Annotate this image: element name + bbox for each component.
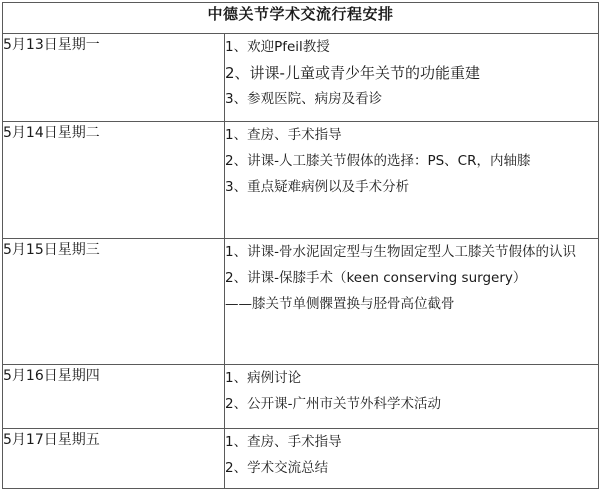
table-row [3, 429, 599, 489]
list-item: 3、重点疑难病例以及手术分析 [225, 179, 410, 195]
list-item: 2、讲课-保膝手术（keen conserving surgery） [225, 270, 527, 286]
list-item: 1、病例讨论 [225, 370, 302, 386]
list-item: 2、公开课-广州市关节外科学术活动 [225, 396, 441, 412]
items-cell [225, 429, 599, 489]
list-item: ——膝关节单侧髁置换与胫骨高位截骨 [225, 296, 455, 312]
list-item: 2、学术交流总结 [225, 460, 329, 476]
table-title: 中德关节学术交流行程安排 [3, 3, 599, 34]
table-row [3, 34, 599, 122]
schedule-table [2, 2, 599, 489]
items-cell [225, 239, 599, 365]
items-cell [225, 34, 599, 122]
date-cell: 5月16日星期四 [3, 365, 225, 429]
list-item: 1、欢迎Pfeil教授 [225, 39, 330, 55]
date-cell: 5月15日星期三 [3, 239, 225, 365]
list-item: 1、查房、手术指导 [225, 127, 342, 143]
list-item: 1、讲课-骨水泥固定型与生物固定型人工膝关节假体的认识 [225, 244, 576, 260]
table-row [3, 365, 599, 429]
list-item: 2、讲课-人工膝关节假体的选择：PS、CR，内轴膝 [225, 153, 531, 169]
items-cell [225, 122, 599, 239]
list-item: 1、查房、手术指导 [225, 434, 342, 450]
date-cell: 5月13日星期一 [3, 34, 225, 122]
list-item: 3、参观医院、病房及看诊 [225, 91, 383, 107]
items-cell [225, 365, 599, 429]
title-row [3, 3, 599, 34]
date-cell: 5月17日星期五 [3, 429, 225, 489]
table-row [3, 122, 599, 239]
date-cell: 5月14日星期二 [3, 122, 225, 239]
table-row [3, 239, 599, 365]
list-item: 2、讲课-儿童或青少年关节的功能重建 [225, 64, 480, 82]
